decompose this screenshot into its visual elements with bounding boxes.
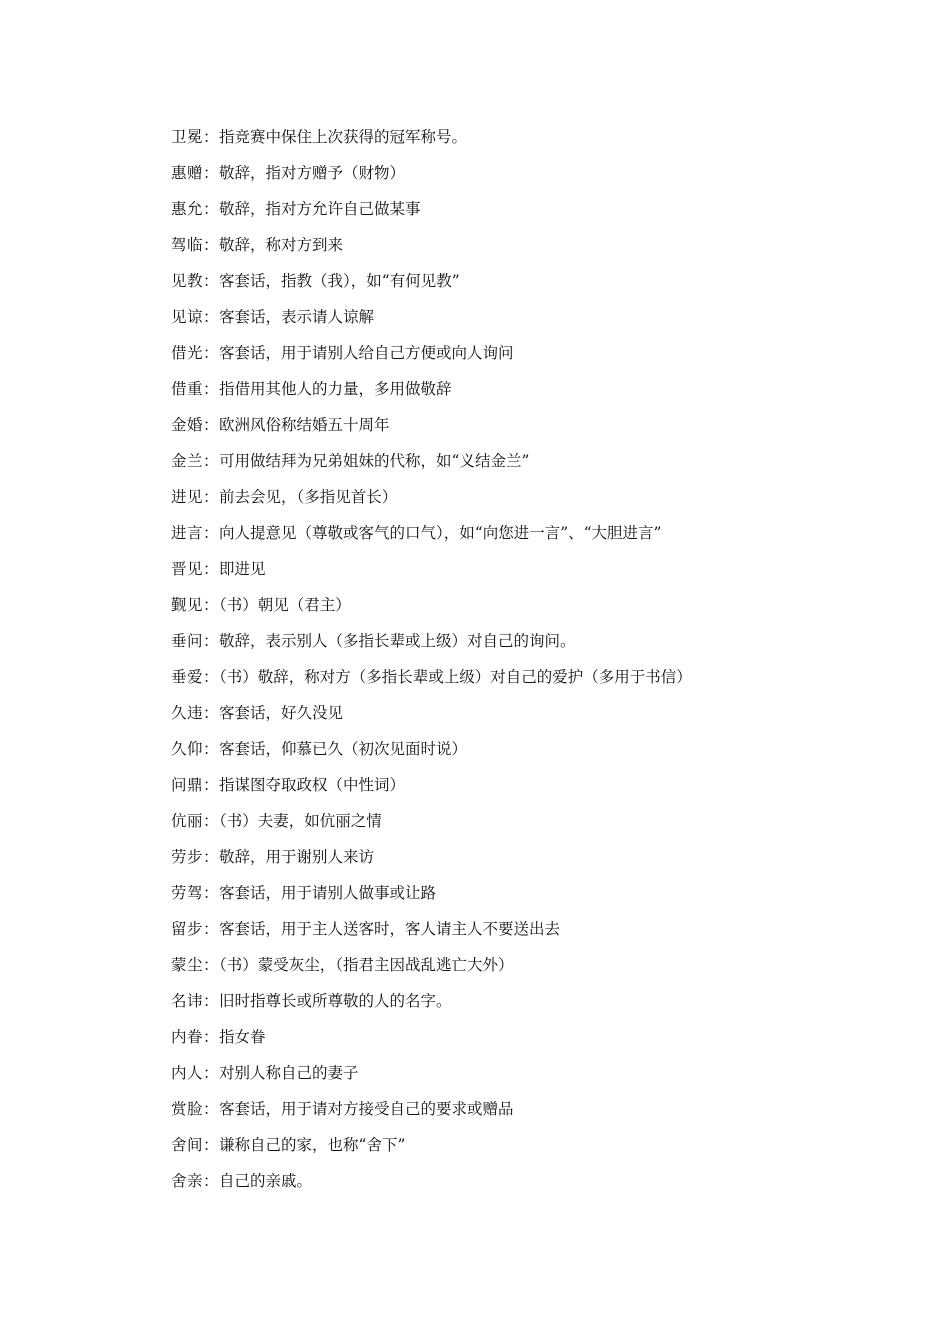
entry-term: 晋见： [171, 560, 220, 578]
entry-definition: 指女眷 [219, 1028, 266, 1046]
glossary-entry [171, 664, 891, 700]
entry-term: 进言： [171, 524, 220, 542]
entry-definition: 客套话，用于请别人做事或让路 [219, 884, 437, 902]
entry-definition: 可用做结拜为兄弟姐妹的代称，如“义结金兰” [219, 452, 530, 470]
entry-term: 内人： [171, 1064, 220, 1082]
entry-term: 留步： [171, 920, 220, 938]
entry-term: 劳步： [171, 848, 220, 866]
entry-term: 进见： [171, 488, 220, 506]
glossary-entry [171, 124, 891, 160]
glossary-entry [171, 628, 891, 664]
glossary-entry [171, 952, 891, 988]
entry-definition: 指借用其他人的力量，多用做敬辞 [219, 380, 452, 398]
entry-definition: 指谋图夺取政权（中性词） [219, 776, 406, 794]
glossary-entry [171, 484, 891, 520]
glossary-entry [171, 700, 891, 736]
entry-term: 问鼎： [171, 776, 220, 794]
entry-definition: 敬辞，称对方到来 [219, 236, 344, 254]
entry-definition: 客套话，用于请对方接受自己的要求或赠品 [219, 1100, 514, 1118]
entry-definition: 客套话，用于请别人给自己方便或向人询问 [219, 344, 514, 362]
glossary-entry [171, 808, 891, 844]
entry-definition: 敬辞，表示别人（多指长辈或上级）对自己的询问。 [219, 632, 576, 650]
glossary-entry [171, 160, 891, 196]
glossary-entry [171, 556, 891, 592]
entry-definition: 欧洲风俗称结婚五十周年 [219, 416, 390, 434]
entry-term: 惠允： [171, 200, 220, 218]
entry-definition: 旧时指尊长或所尊敬的人的名字。 [219, 992, 452, 1010]
glossary-entry [171, 268, 891, 304]
entry-definition: 客套话，指教（我），如“有何见教” [219, 272, 460, 290]
entry-term: 借光： [171, 344, 220, 362]
entry-term: 见谅： [171, 308, 220, 326]
entry-definition: （书）夫妻，如伉丽之情 [219, 812, 382, 830]
entry-definition: （书）朝见（君主） [219, 596, 351, 614]
glossary-entry [171, 232, 891, 268]
entry-definition: （书）敬辞，称对方（多指长辈或上级）对自己的爱护（多用于书信） [219, 668, 692, 686]
glossary-entry [171, 772, 891, 808]
entry-term: 舍间： [171, 1136, 220, 1154]
entry-definition: 指竞赛中保住上次获得的冠军称号。 [219, 128, 468, 146]
glossary-entry [171, 520, 891, 556]
entry-definition: 客套话，仰慕已久（初次见面时说） [219, 740, 468, 758]
entry-definition: 敬辞，用于谢别人来访 [219, 848, 375, 866]
entry-term: 舍亲： [171, 1172, 220, 1190]
entry-term: 劳驾： [171, 884, 220, 902]
glossary-entry [171, 412, 891, 448]
glossary-entry [171, 916, 891, 952]
glossary-entry [171, 844, 891, 880]
glossary-entry [171, 988, 891, 1024]
entry-definition: 即进见 [219, 560, 266, 578]
entry-term: 名讳： [171, 992, 220, 1010]
entry-term: 金婚： [171, 416, 220, 434]
entry-term: 见教： [171, 272, 220, 290]
glossary-entry [171, 304, 891, 340]
entry-definition: 敬辞，指对方赠予（财物） [219, 164, 406, 182]
entry-term: 蒙尘： [171, 956, 220, 974]
entry-definition: 前去会见，（多指见首长） [219, 488, 398, 506]
entry-definition: 谦称自己的家，也称“舍下” [219, 1136, 406, 1154]
entry-term: 赏脸： [171, 1100, 220, 1118]
glossary-entry [171, 1132, 891, 1168]
entry-definition: 向人提意见（尊敬或客气的口气），如“向您进一言”、“大胆进言” [219, 524, 662, 542]
entry-definition: 客套话，用于主人送客时，客人请主人不要送出去 [219, 920, 561, 938]
entry-definition: 对别人称自己的妻子 [219, 1064, 359, 1082]
glossary-entry [171, 448, 891, 484]
entry-definition: 自己的亲戚。 [219, 1172, 313, 1190]
glossary-list [171, 124, 891, 1204]
entry-definition: （书）蒙受灰尘，（指君主因战乱逃亡大外） [219, 956, 514, 974]
glossary-entry [171, 880, 891, 916]
entry-term: 久违： [171, 704, 220, 722]
glossary-entry [171, 592, 891, 628]
entry-term: 伉丽： [171, 812, 220, 830]
glossary-entry [171, 1168, 891, 1204]
entry-term: 久仰： [171, 740, 220, 758]
entry-definition: 敬辞，指对方允许自己做某事 [219, 200, 421, 218]
entry-term: 垂问： [171, 632, 220, 650]
entry-definition: 客套话，表示请人谅解 [219, 308, 375, 326]
glossary-entry [171, 1024, 891, 1060]
glossary-entry [171, 1096, 891, 1132]
entry-term: 卫冕： [171, 128, 220, 146]
entry-term: 惠赠： [171, 164, 220, 182]
glossary-entry [171, 736, 891, 772]
glossary-entry [171, 376, 891, 412]
entry-term: 内眷： [171, 1028, 220, 1046]
entry-term: 借重： [171, 380, 220, 398]
glossary-entry [171, 340, 891, 376]
glossary-entry [171, 1060, 891, 1096]
entry-term: 金兰： [171, 452, 220, 470]
entry-term: 觐见： [171, 596, 220, 614]
entry-term: 驾临： [171, 236, 220, 254]
entry-definition: 客套话，好久没见 [219, 704, 344, 722]
entry-term: 垂爱： [171, 668, 220, 686]
glossary-entry [171, 196, 891, 232]
